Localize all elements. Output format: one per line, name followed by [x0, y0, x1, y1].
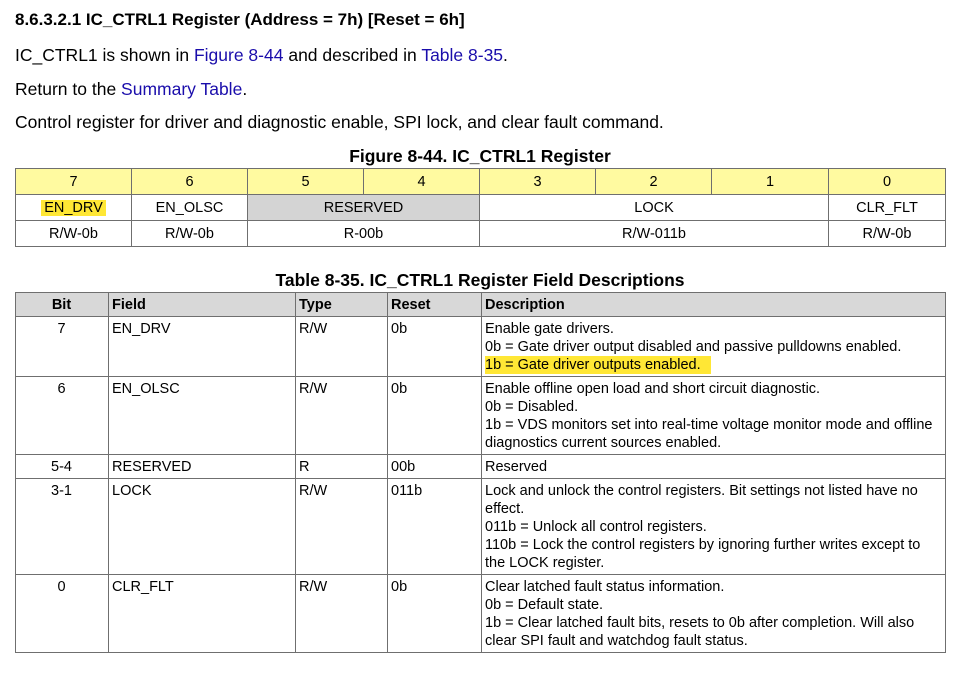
access-reset: R/W-011b — [480, 221, 829, 247]
bit-number: 3 — [480, 169, 596, 195]
register-summary: Control register for driver and diagnostic enable, SPI lock, and clear fault command. — [15, 112, 664, 132]
description-line: 0b = Disabled. — [485, 399, 579, 415]
bit-number: 2 — [596, 169, 712, 195]
header-row — [16, 293, 946, 317]
cell-reset: 0b — [388, 377, 482, 455]
cell-description — [482, 377, 946, 455]
cell-description — [482, 575, 946, 653]
cell-bit: 6 — [16, 377, 109, 455]
field-description-table — [15, 292, 946, 653]
column-header-type: Type — [296, 293, 388, 317]
table-row — [16, 479, 946, 575]
bit-number: 6 — [132, 169, 248, 195]
cell-field: CLR_FLT — [109, 575, 296, 653]
description-line: Reserved — [485, 459, 548, 475]
cell-field: EN_DRV — [109, 317, 296, 377]
cell-type: R — [296, 455, 388, 479]
access-reset: R-00b — [248, 221, 480, 247]
bit-number: 0 — [829, 169, 946, 195]
access-reset: R/W-0b — [829, 221, 946, 247]
cell-reset: 00b — [388, 455, 482, 479]
cell-field: RESERVED — [109, 455, 296, 479]
cell-bit: 3-1 — [16, 479, 109, 575]
cell-type: R/W — [296, 317, 388, 377]
intro-paragraph — [15, 45, 508, 66]
description-line: 1b = Clear latched fault bits, resets to 0b after completion. Will also clear SPI fault and watchdog fault status. — [485, 615, 915, 649]
cell-description — [482, 317, 946, 377]
table-link[interactable]: Table 8-35 — [421, 45, 504, 65]
cell-bit: 7 — [16, 317, 109, 377]
cell-description — [482, 455, 946, 479]
bit-number: 5 — [248, 169, 364, 195]
field-lock: LOCK — [480, 195, 829, 221]
cell-field: EN_OLSC — [109, 377, 296, 455]
cell-reset: 0b — [388, 317, 482, 377]
cell-reset: 0b — [388, 575, 482, 653]
cell-type: R/W — [296, 377, 388, 455]
column-header-bit: Bit — [16, 293, 109, 317]
table-row — [16, 575, 946, 653]
description-line: 011b = Unlock all control registers. — [485, 519, 707, 535]
highlighted-field: EN_DRV — [41, 200, 106, 216]
description-line: Enable offline open load and short circuit diagnostic. — [485, 381, 821, 397]
cell-field: LOCK — [109, 479, 296, 575]
bit-number-row — [16, 169, 946, 195]
intro-suffix: . — [503, 45, 508, 65]
column-header-field: Field — [109, 293, 296, 317]
cell-description — [482, 479, 946, 575]
section-heading: 8.6.3.2.1 IC_CTRL1 Register (Address = 7h) [Reset = 6h] — [15, 10, 465, 29]
access-reset: R/W-0b — [16, 221, 132, 247]
field-en-drv — [16, 195, 132, 221]
table-row — [16, 377, 946, 455]
table-row — [16, 317, 946, 377]
field-name-row — [16, 195, 946, 221]
bit-number: 4 — [364, 169, 480, 195]
field-clr-flt: CLR_FLT — [829, 195, 946, 221]
cell-type: R/W — [296, 575, 388, 653]
highlighted-description-line: 1b = Gate driver outputs enabled. — [485, 356, 711, 374]
access-reset: R/W-0b — [132, 221, 248, 247]
field-reserved: RESERVED — [248, 195, 480, 221]
figure-link[interactable]: Figure 8-44 — [193, 45, 284, 65]
column-header-reset: Reset — [388, 293, 482, 317]
description-line: 0b = Gate driver output disabled and passive pulldowns enabled. — [485, 339, 902, 355]
access-reset-row — [16, 221, 946, 247]
register-figure — [15, 168, 946, 247]
table-row — [16, 455, 946, 479]
description-line: 1b = VDS monitors set into real-time voltage monitor mode and offline diagnostics current sources enabled. — [485, 417, 933, 451]
bit-number: 7 — [16, 169, 132, 195]
description-line: 110b = Lock the control registers by ignoring further writes except to the LOCK register. — [485, 537, 921, 571]
column-header-description: Description — [482, 293, 946, 317]
return-suffix: . — [242, 79, 248, 99]
table-caption: Table 8-35. IC_CTRL1 Register Field Descriptions — [275, 270, 685, 290]
cell-type: R/W — [296, 479, 388, 575]
cell-bit: 5-4 — [16, 455, 109, 479]
field-en-olsc: EN_OLSC — [132, 195, 248, 221]
cell-bit: 0 — [16, 575, 109, 653]
figure-caption: Figure 8-44. IC_CTRL1 Register — [349, 146, 611, 166]
description-line: Clear latched fault status information. — [485, 579, 725, 595]
description-line: 0b = Default state. — [485, 597, 604, 613]
intro-prefix: IC_CTRL1 is shown in — [15, 45, 194, 65]
summary-table-link[interactable]: Summary Table — [121, 79, 243, 99]
return-prefix: Return to the — [15, 79, 122, 99]
return-paragraph — [15, 79, 247, 100]
description-line: Enable gate drivers. — [485, 321, 614, 337]
description-line: Lock and unlock the control registers. Bit settings not listed have no effect. — [485, 483, 918, 517]
cell-reset: 011b — [388, 479, 482, 575]
intro-middle: and described in — [283, 45, 422, 65]
bit-number: 1 — [712, 169, 829, 195]
